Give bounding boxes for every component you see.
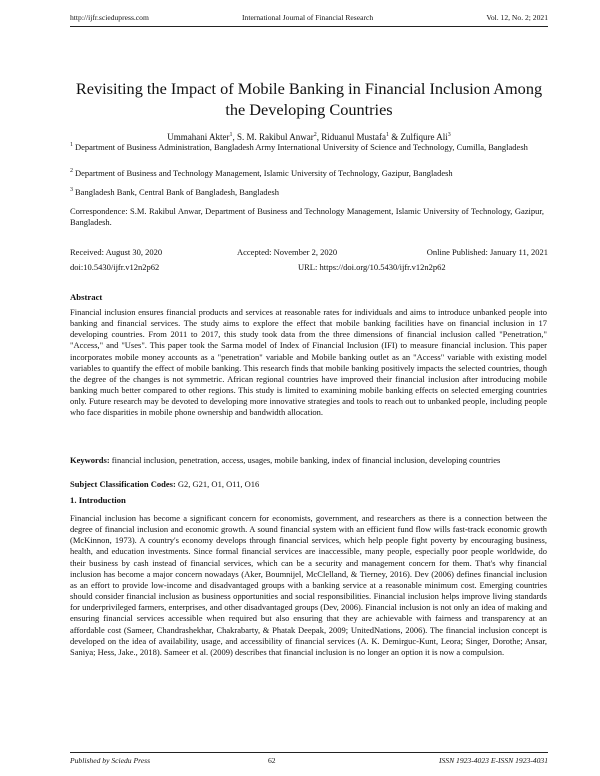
author-separator: , — [316, 132, 322, 142]
journal-url[interactable]: http://ijfr.sciedupress.com — [70, 13, 149, 22]
correspondence: Correspondence: S.M. Rakibul Anwar, Department of Business and Technology Management, Islamic University of Technology, Gazipur, Bangladesh. — [70, 206, 544, 228]
author-affil-mark: 1 — [229, 132, 233, 138]
author-name: Ummahani Akter — [167, 132, 230, 142]
issn: ISSN 1923-4023 E-ISSN 1923-4031 — [438, 756, 548, 765]
subject-codes — [70, 479, 547, 490]
affiliation-2 — [70, 168, 544, 179]
keywords — [70, 455, 547, 466]
author-affil-mark: 2 — [313, 132, 317, 138]
publisher: Published by Sciedu Press — [70, 756, 151, 765]
subject-codes-label: Subject Classification Codes: — [70, 479, 176, 489]
author-separator: , — [232, 132, 237, 142]
accepted-date: Accepted: November 2, 2020 — [237, 247, 338, 257]
keywords-label: Keywords: — [70, 455, 110, 465]
author-name: Zulfiqure Ali — [400, 132, 448, 142]
affiliation-number: 1 — [70, 142, 73, 149]
page-number: 62 — [268, 756, 276, 765]
abstract-text: Financial inclusion ensures financial products and services at reasonable rates for individuals and aims to introduce unbanked people into banking and financial services. The study aims to explore the effect that mobile banking facilities have on financial inclusion in 17 developing countries. From 2011 to 2017, this study took data from the three dimensions of financial inclusion called "Penetration," "Access," and "Uses". This paper took the Sarma model of Index of Financial Inclusion (IFI) to measure financial inclusion. This paper incorporates mobile money accounts as a "penetration" variable and Mobile banking outlet as an "Access" variable with existing model variables to quantify the effect of mobile banking. This research finds that mobile banking positively impacts the selected countries, though the degree of the changes is not symmetric. African regional countries have improved their financial inclusion after introducing mobile banking much better compared to other regions. This study is limited to examining mobile banking effects on selected emerging countries only. Future research may be devoted to developing more innovative strategies and tools to reach out to unbanked people, including people who face disparities in mobile phone ownership and bandwidth allocation. — [70, 307, 547, 418]
volume-info: Vol. 12, No. 2; 2021 — [486, 13, 548, 22]
affiliation-3 — [70, 187, 544, 198]
abstract-heading: Abstract — [70, 292, 103, 302]
keywords-text: financial inclusion, penetration, access, usages, mobile banking, index of financial inclusion, developing countries — [111, 455, 501, 465]
introduction-heading: 1. Introduction — [70, 495, 126, 505]
author-list — [70, 129, 548, 143]
author-name: S. M. Rakibul Anwar — [236, 132, 314, 142]
footer-divider — [70, 752, 548, 753]
publication-dates — [70, 247, 548, 277]
journal-name: International Journal of Financial Research — [242, 13, 374, 22]
subject-codes-text: G2, G21, O1, O11, O16 — [177, 479, 260, 489]
received-date: Received: August 30, 2020 — [70, 247, 163, 257]
doi-text: doi:10.5430/ijfr.v12n2p62 — [70, 262, 160, 272]
author-separator: & — [389, 132, 401, 142]
affiliation-number: 2 — [70, 168, 73, 175]
running-header — [70, 13, 548, 23]
doi-url[interactable]: URL: https://doi.org/10.5430/ijfr.v12n2p62 — [298, 262, 446, 272]
page-footer — [70, 756, 548, 766]
header-divider — [70, 26, 548, 27]
author-affil-mark: 3 — [447, 132, 451, 138]
author-affil-mark: 1 — [386, 132, 389, 138]
affiliation-text: Department of Business Administration, Bangladesh Army International University of Science and Technology, Cumilla, Bangladesh — [75, 142, 528, 152]
affiliation-1 — [70, 142, 544, 153]
paper-title: Revisiting the Impact of Mobile Banking in Financial Inclusion Among the Developing Countries — [75, 79, 543, 119]
author-name: Riduanul Mustafa — [321, 132, 386, 142]
introduction-text: Financial inclusion has become a significant concern for economists, government, and researchers as there is a connection between the degree of financial inclusion and economic growth. A sound financial system with an efficient fund flow wills fast-track economic growth (McKinnon, 1973). A country's economy develops through financial services, which help people fight poverty by encouraging business, health, and education investments. Since formal financial services are inaccessible, many people, especially poor people worldwide, do their business by cash instead of financial services, which can be a security and management concern for them. That's why financial inclusion has become a major concern nowadays (Aker, Boumnijel, McClelland, & Tierney, 2016). Dev (2006) defines financial inclusion as an effort to provide low-income and disadvantaged groups with a banking service at a reasonable minimum cost. Emerging countries should consider financial inclusion as business opportunities and social responsibilities. Financial inclusion helps improve living standards for underprivileged farmers, enterprises, and other disadvantaged groups (Dev, 2006). Financial inclusion is not only an idea of making and ensuring financial services accessible when required but also ensuring that they are achievable with fairness and transparency at an affordable cost (Sameer, Chandrashekhar, Chakrabarty, & Phatak Deepak, 2009; UnitedNations, 2006). The financial inclusion concept is developed on the idea of availability, usage, and accessibility of financial services (A. K. Demirguc-Kunt, Leora; Singer, Dorothe; Ansar, Saniya; Hess, Jake., 2018). Sameer et al. (2009) describes that financial inclusion is no longer an option it is now a compulsion. — [70, 513, 547, 657]
published-date: Online Published: January 11, 2021 — [426, 247, 548, 257]
affiliation-number: 3 — [70, 187, 73, 194]
affiliation-text: Bangladesh Bank, Central Bank of Bangladesh, Bangladesh — [75, 187, 279, 197]
affiliation-text: Department of Business and Technology Management, Islamic University of Technology, Gazipur, Bangladesh — [75, 168, 453, 178]
